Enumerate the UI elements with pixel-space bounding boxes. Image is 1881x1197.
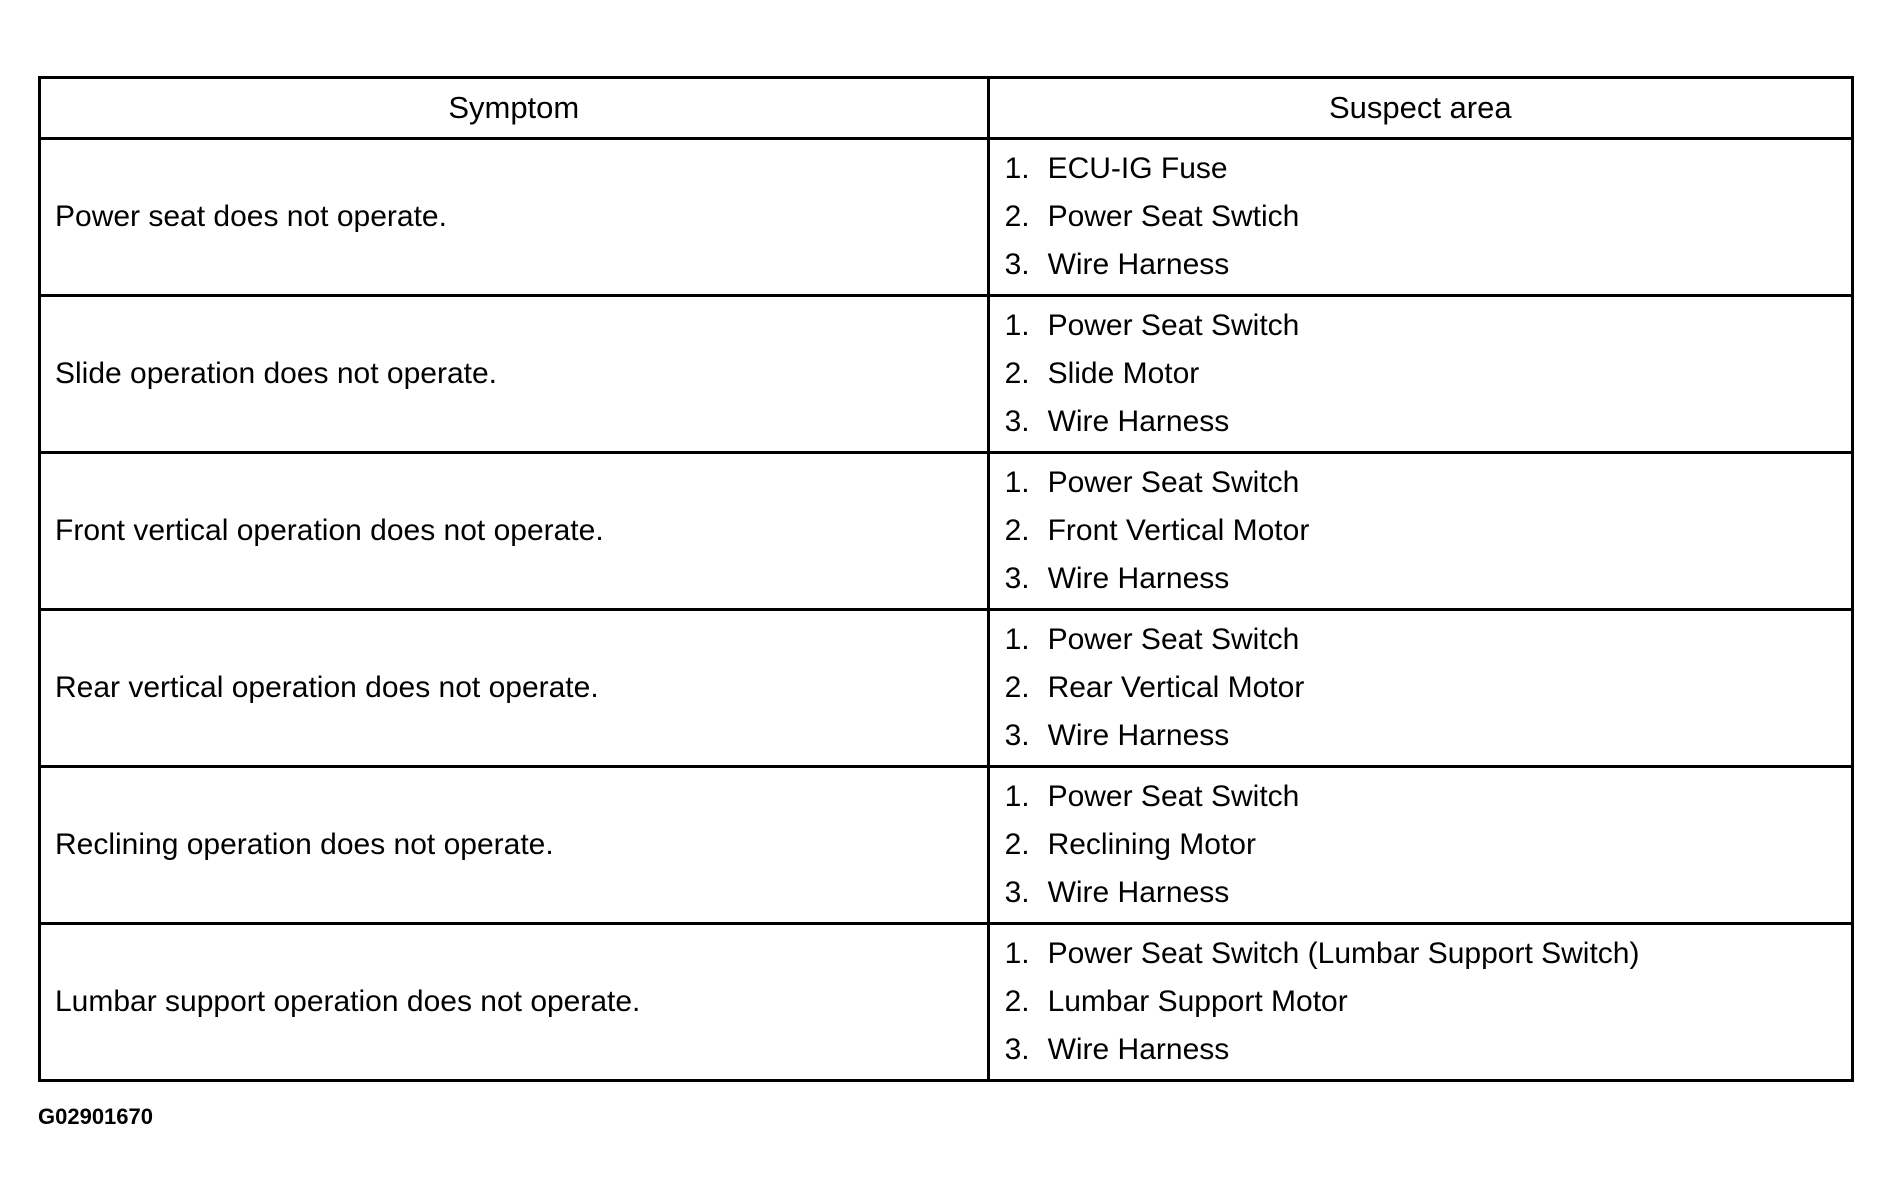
suspect-text: Power Seat Switch <box>1047 623 1300 656</box>
suspect-number: 1. <box>1004 152 1030 185</box>
suspect-list-item <box>1005 507 1851 555</box>
suspect-number: 3. <box>1004 248 1030 281</box>
suspect-list-item <box>1005 350 1851 398</box>
symptom-cell: Power seat does not operate. <box>40 139 989 296</box>
suspect-list <box>1005 616 1851 760</box>
suspect-list-item <box>1005 773 1851 821</box>
suspect-list-item <box>1005 712 1851 760</box>
suspect-number: 2. <box>1004 828 1030 861</box>
suspect-number: 1. <box>1004 780 1030 813</box>
header-symptom: Symptom <box>40 78 989 139</box>
suspect-list-item <box>1005 1026 1851 1074</box>
suspect-number: 2. <box>1004 985 1030 1018</box>
suspect-list-item <box>1005 193 1851 241</box>
suspect-list <box>1005 930 1851 1074</box>
suspect-text: Wire Harness <box>1047 876 1230 909</box>
figure-id: G02901670 <box>38 1104 153 1129</box>
suspect-text: Slide Motor <box>1047 357 1200 390</box>
suspect-list-item <box>1005 978 1851 1026</box>
suspect-text: Rear Vertical Motor <box>1047 671 1305 704</box>
suspect-number: 2. <box>1004 357 1030 390</box>
suspect-area-cell <box>988 139 1852 296</box>
suspect-list-item <box>1005 145 1851 193</box>
suspect-list-item <box>1005 398 1851 446</box>
suspect-area-cell <box>988 453 1852 610</box>
table-header-row <box>40 78 1853 139</box>
suspect-text: ECU-IG Fuse <box>1047 152 1228 185</box>
suspect-list-item <box>1005 869 1851 917</box>
suspect-text: Reclining Motor <box>1047 828 1256 861</box>
suspect-text: Front Vertical Motor <box>1047 514 1310 547</box>
suspect-text: Wire Harness <box>1047 719 1230 752</box>
table-row <box>40 453 1853 610</box>
suspect-list-item <box>1005 664 1851 712</box>
suspect-number: 2. <box>1004 514 1030 547</box>
symptom-cell: Slide operation does not operate. <box>40 296 989 453</box>
symptom-cell: Lumbar support operation does not operate. <box>40 924 989 1081</box>
suspect-list-item <box>1005 459 1851 507</box>
suspect-list <box>1005 773 1851 917</box>
suspect-list-item <box>1005 616 1851 664</box>
table-row <box>40 139 1853 296</box>
suspect-list <box>1005 302 1851 446</box>
suspect-list-item <box>1005 302 1851 350</box>
suspect-text: Power Seat Switch <box>1047 780 1300 813</box>
symptom-cell: Rear vertical operation does not operate. <box>40 610 989 767</box>
suspect-number: 1. <box>1004 623 1030 656</box>
symptom-table <box>38 76 1854 1082</box>
suspect-area-cell <box>988 767 1852 924</box>
suspect-number: 2. <box>1004 200 1030 233</box>
table-row <box>40 296 1853 453</box>
suspect-text: Power Seat Switch (Lumbar Support Switch) <box>1047 937 1640 970</box>
suspect-area-cell <box>988 296 1852 453</box>
suspect-text: Power Seat Swtich <box>1047 200 1300 233</box>
suspect-number: 3. <box>1004 876 1030 909</box>
suspect-text: Power Seat Switch <box>1047 466 1300 499</box>
suspect-list <box>1005 459 1851 603</box>
suspect-list <box>1005 145 1851 289</box>
symptom-cell: Front vertical operation does not operate. <box>40 453 989 610</box>
suspect-text: Power Seat Switch <box>1047 309 1300 342</box>
table-body <box>40 139 1853 1081</box>
suspect-number: 2. <box>1004 671 1030 704</box>
suspect-list-item <box>1005 555 1851 603</box>
suspect-text: Wire Harness <box>1047 562 1230 595</box>
table-row <box>40 767 1853 924</box>
suspect-text: Wire Harness <box>1047 1033 1230 1066</box>
table-row <box>40 924 1853 1081</box>
suspect-area-cell <box>988 924 1852 1081</box>
suspect-list-item <box>1005 930 1851 978</box>
header-suspect-area: Suspect area <box>988 78 1852 139</box>
symptom-cell: Reclining operation does not operate. <box>40 767 989 924</box>
suspect-text: Wire Harness <box>1047 248 1230 281</box>
suspect-number: 1. <box>1004 309 1030 342</box>
suspect-number: 3. <box>1004 562 1030 595</box>
suspect-text: Lumbar Support Motor <box>1047 985 1348 1018</box>
suspect-number: 3. <box>1004 719 1030 752</box>
suspect-area-cell <box>988 610 1852 767</box>
suspect-list-item <box>1005 241 1851 289</box>
suspect-number: 1. <box>1004 937 1030 970</box>
suspect-list-item <box>1005 821 1851 869</box>
table-row <box>40 610 1853 767</box>
suspect-number: 3. <box>1004 1033 1030 1066</box>
suspect-text: Wire Harness <box>1047 405 1230 438</box>
suspect-number: 1. <box>1004 466 1030 499</box>
suspect-number: 3. <box>1004 405 1030 438</box>
